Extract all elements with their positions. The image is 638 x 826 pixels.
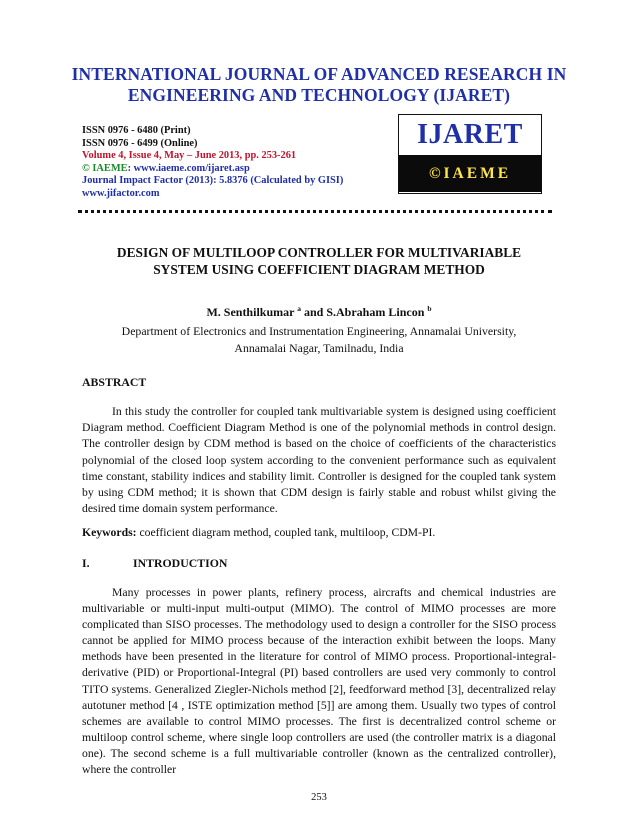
jifactor-link[interactable]: www.jifactor.com bbox=[82, 187, 160, 199]
journal-info-block bbox=[82, 125, 382, 201]
section-number: I. bbox=[82, 556, 90, 570]
keywords-label: Keywords: bbox=[82, 526, 137, 539]
section-title: INTRODUCTION bbox=[133, 556, 228, 570]
paper-title-line1: DESIGN OF MULTILOOP CONTROLLER FOR MULTIVARIABLE bbox=[116, 245, 522, 260]
author-joiner: and bbox=[300, 305, 327, 319]
impact-factor: Journal Impact Factor (2013): 5.8376 (Calculated by GISI) bbox=[82, 175, 344, 187]
abstract-heading: ABSTRACT bbox=[82, 375, 147, 389]
paper-title-line2: SYSTEM USING COEFFICIENT DIAGRAM METHOD bbox=[153, 262, 485, 277]
author-2: S.Abraham Lincon bbox=[326, 305, 425, 319]
author-2-affil: b bbox=[427, 304, 432, 313]
iaeme-copyright: © IAEME bbox=[82, 162, 128, 174]
journal-title-line1: INTERNATIONAL JOURNAL OF ADVANCED RESEARCH IN bbox=[71, 64, 567, 84]
introduction-heading bbox=[82, 556, 556, 571]
logo-iaeme-text: ©IAEME bbox=[399, 155, 541, 192]
keywords-text: coefficient diagram method, coupled tank, multiloop, CDM-PI. bbox=[136, 526, 436, 539]
header-divider bbox=[78, 210, 552, 213]
introduction-body: Many processes in power plants, refinery process, aircrafts and chemical industries are multivariable or multi-input multi-output (MIMO). The control of MIMO processes are more complicated than SISO processes. The methodology used to design a controller for the SISO process cannot be applied for MIMO process because of the interaction exhibit between the loops. Many methods have been presented in the literature for control of MIMO process. Proportional-integral-derivative (PID) or Proportional-Integral (PI) based controllers are used very commonly to control TITO systems. Generalized Ziegler-Nichols method [2], feedforward method [3], decentralized relay autotuner method [4 , ISTE optimization method [5]] are among them. Usually two types of control schemes are available to control MIMO processes. The first is decentralized control scheme or multiloop control scheme, where single loop controllers are used (the controller matrix is a diagonal one). The second scheme is a full multivariable controller (known as the centralized controller), where the controller bbox=[82, 586, 556, 777]
keywords bbox=[82, 526, 556, 539]
authors bbox=[70, 304, 568, 320]
issn-online: ISSN 0976 - 6499 (Online) bbox=[82, 137, 198, 149]
affiliation-line1: Department of Electronics and Instrumentation Engineering, Annamalai University, bbox=[121, 324, 517, 338]
author-1-affil: a bbox=[297, 304, 301, 313]
iaeme-line bbox=[82, 163, 382, 176]
iaeme-url-link[interactable]: : www.iaeme.com/ijaret.asp bbox=[127, 162, 250, 174]
volume-info: Volume 4, Issue 4, May – June 2013, pp. 253-261 bbox=[82, 150, 297, 162]
issn-print: ISSN 0976 - 6480 (Print) bbox=[82, 125, 191, 136]
logo-ijaret-text: IJARET bbox=[399, 115, 541, 155]
journal-title bbox=[40, 64, 598, 106]
abstract-body: In this study the controller for coupled tank multivariable system is designed using coefficient Diagram method. Coefficient Diagram Method is one of the polynomial methods in control design. The controller design by CDM method is based on the choice of coefficients of the characteristics polynomial of the closed loop system according to the convenient performance such as equivalent time constant, stability indices and stability limit. Controller is designed for the coupled tank system by using CDM method; it is shown that CDM design is fairly stable and robust whilst giving the desired time domain system performance. bbox=[82, 405, 556, 516]
affiliation bbox=[90, 323, 548, 356]
journal-title-line2: ENGINEERING AND TECHNOLOGY (IJARET) bbox=[127, 85, 511, 105]
author-1: M. Senthilkumar bbox=[206, 305, 295, 319]
page-number: 253 bbox=[311, 792, 327, 803]
paper-title bbox=[70, 244, 568, 278]
affiliation-line2: Annamalai Nagar, Tamilnadu, India bbox=[234, 340, 404, 355]
journal-logo bbox=[398, 114, 542, 194]
